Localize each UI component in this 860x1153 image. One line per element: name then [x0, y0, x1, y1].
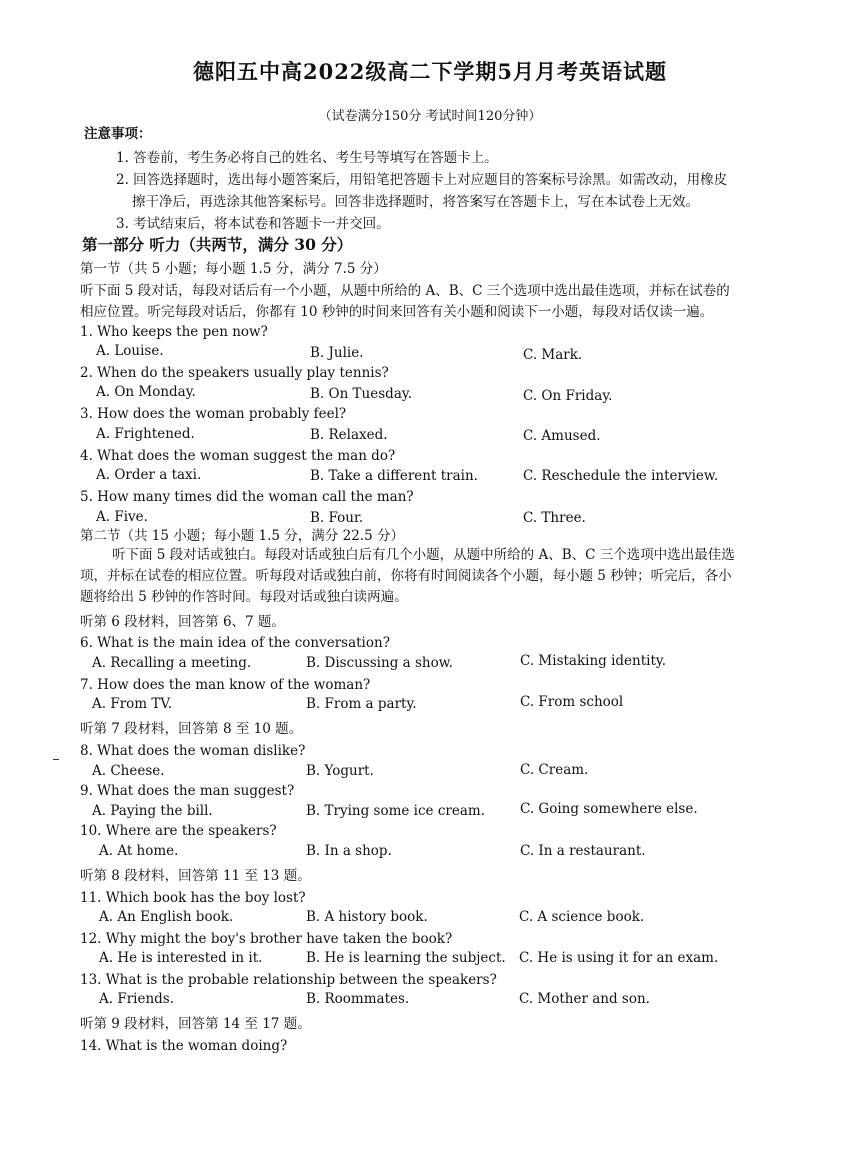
question-10: 10. Where are the speakers? [80, 823, 277, 839]
material-9-heading: 听第 9 段材料，回答第 14 至 17 题。 [80, 1016, 311, 1032]
q1-option-c: C. Mark. [523, 347, 583, 363]
q3-option-a: A. Frightened. [96, 426, 195, 442]
material-8-heading: 听第 8 段材料，回答第 11 至 13 题。 [80, 868, 311, 884]
q12-option-a: A. He is interested in it. [99, 950, 263, 966]
q3-option-c: C. Amused. [523, 428, 601, 444]
q10-option-c: C. In a restaurant. [520, 843, 646, 859]
q12-option-c: C. He is using it for an exam. [519, 950, 719, 966]
note-3: 3. 考试结束后，将本试卷和答题卡一并交回。 [116, 216, 390, 232]
q11-option-a: A. An English book. [99, 909, 234, 925]
question-9: 9. What does the man suggest? [80, 783, 295, 799]
q2-option-b: B. On Tuesday. [310, 386, 412, 402]
section2-instruction-a: 听下面 5 段对话或独白。每段对话或独白后有几个小题，从题中所给的 A、B、C 三个选项中选出最佳选 [112, 547, 735, 563]
q11-option-c: C. A science book. [519, 909, 645, 925]
question-11: 11. Which book has the boy lost? [80, 890, 306, 906]
exam-subtitle: （试卷满分150分 考试时间120分钟） [318, 109, 542, 124]
exam-title: 德阳五中高2022级高二下学期5月月考英语试题 [192, 59, 668, 84]
section1-instruction-b: 相应位置。听完每段对话后，你都有 10 秒钟的时间来回答有关小题和阅读下一小题，每段对话仅读一遍。 [80, 304, 714, 320]
section2-instruction-c: 题将给出 5 秒钟的作答时间。每段对话或独白读两遍。 [80, 589, 408, 605]
part1-heading: 第一部分 听力（共两节，满分 30 分） [82, 235, 353, 254]
q8-option-b: B. Yogurt. [306, 763, 374, 779]
q4-option-a: A. Order a taxi. [96, 467, 202, 483]
question-5: 5. How many times did the woman call the man? [80, 489, 414, 505]
question-12: 12. Why might the boy's brother have taken the book? [80, 931, 453, 947]
question-1: 1. Who keeps the pen now? [80, 324, 268, 340]
q6-option-c: C. Mistaking identity. [520, 653, 667, 669]
margin-mark [53, 759, 59, 760]
section2-heading: 第二节（共 15 小题；每小题 1.5 分，满分 22.5 分） [80, 528, 404, 544]
q1-option-b: B. Julie. [310, 345, 364, 361]
q3-option-b: B. Relaxed. [310, 427, 388, 443]
q2-option-a: A. On Monday. [96, 384, 196, 400]
material-6-heading: 听第 6 段材料，回答第 6、7 题。 [80, 614, 285, 630]
q1-option-a: A. Louise. [96, 343, 164, 359]
q7-option-a: A. From TV. [92, 696, 173, 712]
q8-option-a: A. Cheese. [92, 763, 165, 779]
material-7-heading: 听第 7 段材料，回答第 8 至 10 题。 [80, 721, 303, 737]
question-8: 8. What does the woman dislike? [80, 743, 306, 759]
q4-option-c: C. Reschedule the interview. [523, 468, 719, 484]
q10-option-a: A. At home. [99, 843, 179, 859]
section1-instruction-a: 听下面 5 段对话，每段对话后有一个小题，从题中所给的 A、B、C 三个选项中选出最佳选项，并标在试卷的 [80, 283, 730, 299]
q5-option-a: A. Five. [96, 509, 148, 525]
q8-option-c: C. Cream. [520, 762, 589, 778]
q9-option-a: A. Paying the bill. [92, 803, 213, 819]
question-3: 3. How does the woman probably feel? [80, 406, 347, 422]
q9-option-b: B. Trying some ice cream. [306, 803, 485, 819]
question-2: 2. When do the speakers usually play tennis? [80, 365, 389, 381]
note-1: 1. 答卷前，考生务必将自己的姓名、考生号等填写在答题卡上。 [116, 150, 498, 166]
q12-option-b: B. He is learning the subject. [306, 950, 506, 966]
q2-option-c: C. On Friday. [523, 388, 613, 404]
q5-option-c: C. Three. [523, 510, 586, 526]
question-13: 13. What is the probable relationship between the speakers? [80, 972, 497, 988]
question-14: 14. What is the woman doing? [80, 1038, 288, 1054]
note-2a: 2. 回答选择题时，选出每小题答案后，用铅笔把答题卡上对应题目的答案标号涂黑。如需改动，用橡皮 [116, 172, 728, 188]
q6-option-b: B. Discussing a show. [306, 655, 453, 671]
question-4: 4. What does the woman suggest the man do? [80, 448, 396, 464]
q10-option-b: B. In a shop. [306, 843, 392, 859]
q9-option-c: C. Going somewhere else. [520, 801, 698, 817]
q13-option-a: A. Friends. [99, 991, 175, 1007]
section2-instruction-b: 项，并标在试卷的相应位置。听每段对话或独白前，你将有时间阅读各个小题，每小题 5 秒钟；听完后，各小 [80, 568, 732, 584]
note-2b: 擦干净后，再选涂其他答案标号。回答非选择题时，将答案写在答题卡上，写在本试卷上无效。 [132, 194, 699, 210]
notes-heading: 注意事项： [84, 126, 152, 142]
q11-option-b: B. A history book. [306, 909, 428, 925]
q5-option-b: B. Four. [310, 510, 364, 526]
q13-option-c: C. Mother and son. [519, 991, 650, 1007]
q6-option-a: A. Recalling a meeting. [92, 655, 252, 671]
section1-heading: 第一节（共 5 小题；每小题 1.5 分，满分 7.5 分） [80, 261, 387, 277]
question-7: 7. How does the man know of the woman? [80, 677, 371, 693]
q13-option-b: B. Roommates. [306, 991, 410, 1007]
q7-option-b: B. From a party. [306, 696, 417, 712]
q4-option-b: B. Take a different train. [310, 468, 478, 484]
q7-option-c: C. From school [520, 694, 624, 710]
question-6: 6. What is the main idea of the conversation? [80, 635, 390, 651]
